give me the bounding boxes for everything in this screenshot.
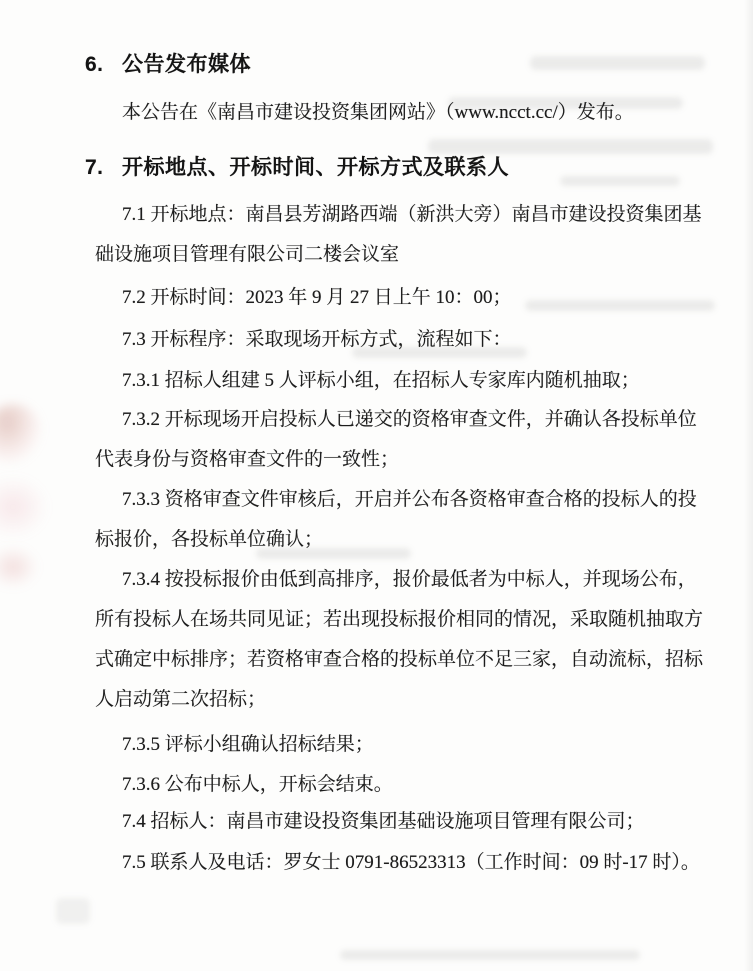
seal-bleed-mark: [0, 476, 48, 538]
page-edge-shadow: [744, 0, 753, 971]
heading-text: 公告发布媒体: [122, 53, 251, 76]
scan-smudge: [560, 176, 680, 186]
scan-smudge: [340, 950, 640, 960]
scan-smudge: [530, 56, 705, 70]
clause-7-2-time: 7.2 开标时间：2023 年 9 月 27 日上午 10：00；: [122, 287, 512, 308]
clause-7-1-location: 7.1 开标地点：南昌县芳湖路西端（新洪大旁）南昌市建设投资集团基础设施项目管理有限公司二楼会议室: [95, 204, 702, 265]
heading-section-6: [85, 45, 251, 85]
clause-7-4-tenderer: 7.4 招标人：南昌市建设投资集团基础设施项目管理有限公司；: [122, 811, 645, 832]
heading-text: 开标地点、开标时间、开标方式及联系人: [122, 156, 509, 179]
clause-7-3-2: 7.3.2 开标现场开启投标人已递交的资格审查文件，并确认各投标单位代表身份与资格审查文件的一致性；: [95, 409, 697, 470]
scan-smudge: [56, 898, 90, 924]
clause-7-5-contact: 7.5 联系人及电话：罗女士 0791-86523313（工作时间：09 时-17 时）。: [122, 852, 700, 873]
clause-7-3-5: 7.3.5 评标小组确认招标结果；: [122, 734, 374, 755]
clause-7-3-procedure: 7.3 开标程序：采取现场开标方式，流程如下：: [122, 329, 512, 350]
clause-7-3-4: 7.3.4 按投标报价由低到高排序，报价最低者为中标人，并现场公布，所有投标人在场共同见证；若出现投标报价相同的情况，采取随机抽取方式确定中标排序；若资格审查合格的投标单位不足三家，自动流标，招标人启动第二次招标；: [95, 569, 704, 710]
heading-section-7: [85, 148, 509, 188]
clause-7-3-3: 7.3.3 资格审查文件审核后，开启并公布各资格审查合格的投标人的投标报价，各投标单位确认；: [95, 489, 697, 550]
heading-number: 7.: [85, 156, 104, 179]
clause-7-3-6: 7.3.6 公布中标人，开标会结束。: [122, 774, 393, 795]
seal-bleed-mark: [0, 404, 42, 464]
paragraph-publication-media: 本公告在《南昌市建设投资集团网站》（www.ncct.cc/）发布。: [122, 102, 634, 123]
clause-7-3-1: 7.3.1 招标人组建 5 人评标小组，在招标人专家库内随机抽取；: [122, 370, 640, 391]
heading-number: 6.: [85, 53, 104, 76]
seal-bleed-mark: [0, 546, 38, 588]
